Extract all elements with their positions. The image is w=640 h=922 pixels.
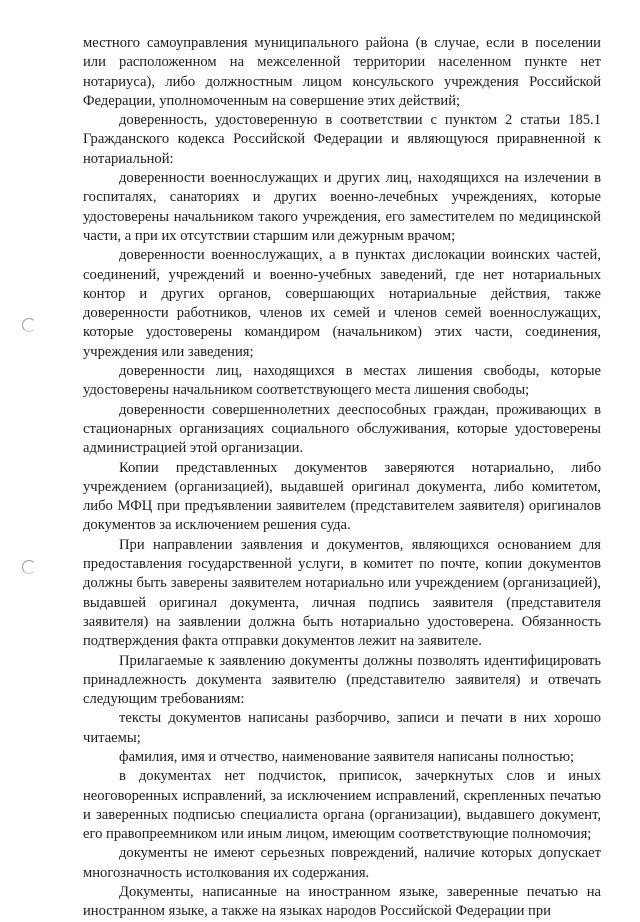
punch-hole-mark — [22, 560, 36, 574]
paragraph-copies-certification: Копии представленных документов заверяются нотариально, либо учреждением (организацией), выдавшей оригинал документа, либо комитетом, либо МФЦ при предъявлении заявителем (представителем заявителя) оригиналов документов за исключением решения суда. — [83, 459, 601, 534]
paragraph-military-hospital: доверенности военнослужащих и других лиц, находящихся на излечении в госпиталях, санаториях и других военно-лечебных учреждениях, которые удостоверены начальником такого учреждения, его заместителем по медицинской части, а при их отсутствии старшим или дежурным врачом; — [83, 170, 601, 244]
paragraph-foreign-language: Документы, написанные на иностранном языке, заверенные печатью на иностранном языке, а также на языках народов Российской Федерации при — [83, 884, 601, 920]
punch-hole-mark — [22, 318, 36, 332]
paragraph-detention: доверенности лиц, находящихся в местах лишения свободы, которые удостоверены начальником соответствующего места лишения свободы; — [83, 363, 601, 399]
paragraph-social-care: доверенности совершеннолетних дееспособных граждан, проживающих в стационарных организациях социального обслуживания, которые удостоверены администрацией этой организации. — [83, 401, 601, 457]
paragraph-postal-submission: При направлении заявления и документов, являющихся основанием для предоставления государственной услуги, в комитет по почте, копии документов должны быть заверены заявителем нотариально или учреждением (организацией), выдавшей оригинал документа, личная подпись заявителя (представителя заявителя) на заявлении должна быть нотариально удостоверена. Обязанность подтверждения факта отправки документов лежит на заявителе. — [83, 536, 601, 650]
paragraph-requirement-legible: тексты документов написаны разборчиво, записи и печати в них хорошо читаемы; — [83, 710, 601, 746]
paragraph-power-of-attorney: доверенность, удостоверенную в соответствии с пунктом 2 статьи 185.1 Гражданского кодекса Российской Федерации и являющуюся приравненной к нотариальной: — [83, 112, 601, 167]
paragraph-continuation: местного самоуправления муниципального района (в случае, если в поселении или расположенном на межселенной территории населенном пункте нет нотариуса), либо должностным лицом консульского учреждения Российской Федерации, уполномоченным на совершение этих действий; — [83, 35, 601, 109]
document-body — [83, 34, 601, 922]
paragraph-requirements-intro: Прилагаемые к заявлению документы должны позволять идентифицировать принадлежность документа заявителю (представителю заявителя) и отвечать следующим требованиям: — [83, 652, 601, 708]
paragraph-requirement-full-name: фамилия, имя и отчество, наименование заявителя написаны полностью; — [119, 748, 575, 765]
paragraph-military-units: доверенности военнослужащих, а в пунктах дислокации воинских частей, соединений, учреждений и военно-учебных заведений, где нет нотариальных контор и других органов, совершающих нотариальные действия, также доверенности работников, членов их семей и членов семей военнослужащих, которые удостоверены командиром (начальником) этих части, соединения, учреждения или заведения; — [83, 247, 601, 360]
paragraph-requirement-no-corrections: в документах нет подчисток, приписок, зачеркнутых слов и иных неоговоренных исправлений, за исключением исправлений, скрепленных печатью и заверенных подписью специалиста органа (организации), выдавшего документ, его правопреемником или иным лицом, имеющим соответствующие полномочия; — [83, 768, 601, 843]
paragraph-requirement-no-damage: документы не имеют серьезных повреждений, наличие которых допускает многозначность истолкования их содержания. — [83, 845, 601, 881]
